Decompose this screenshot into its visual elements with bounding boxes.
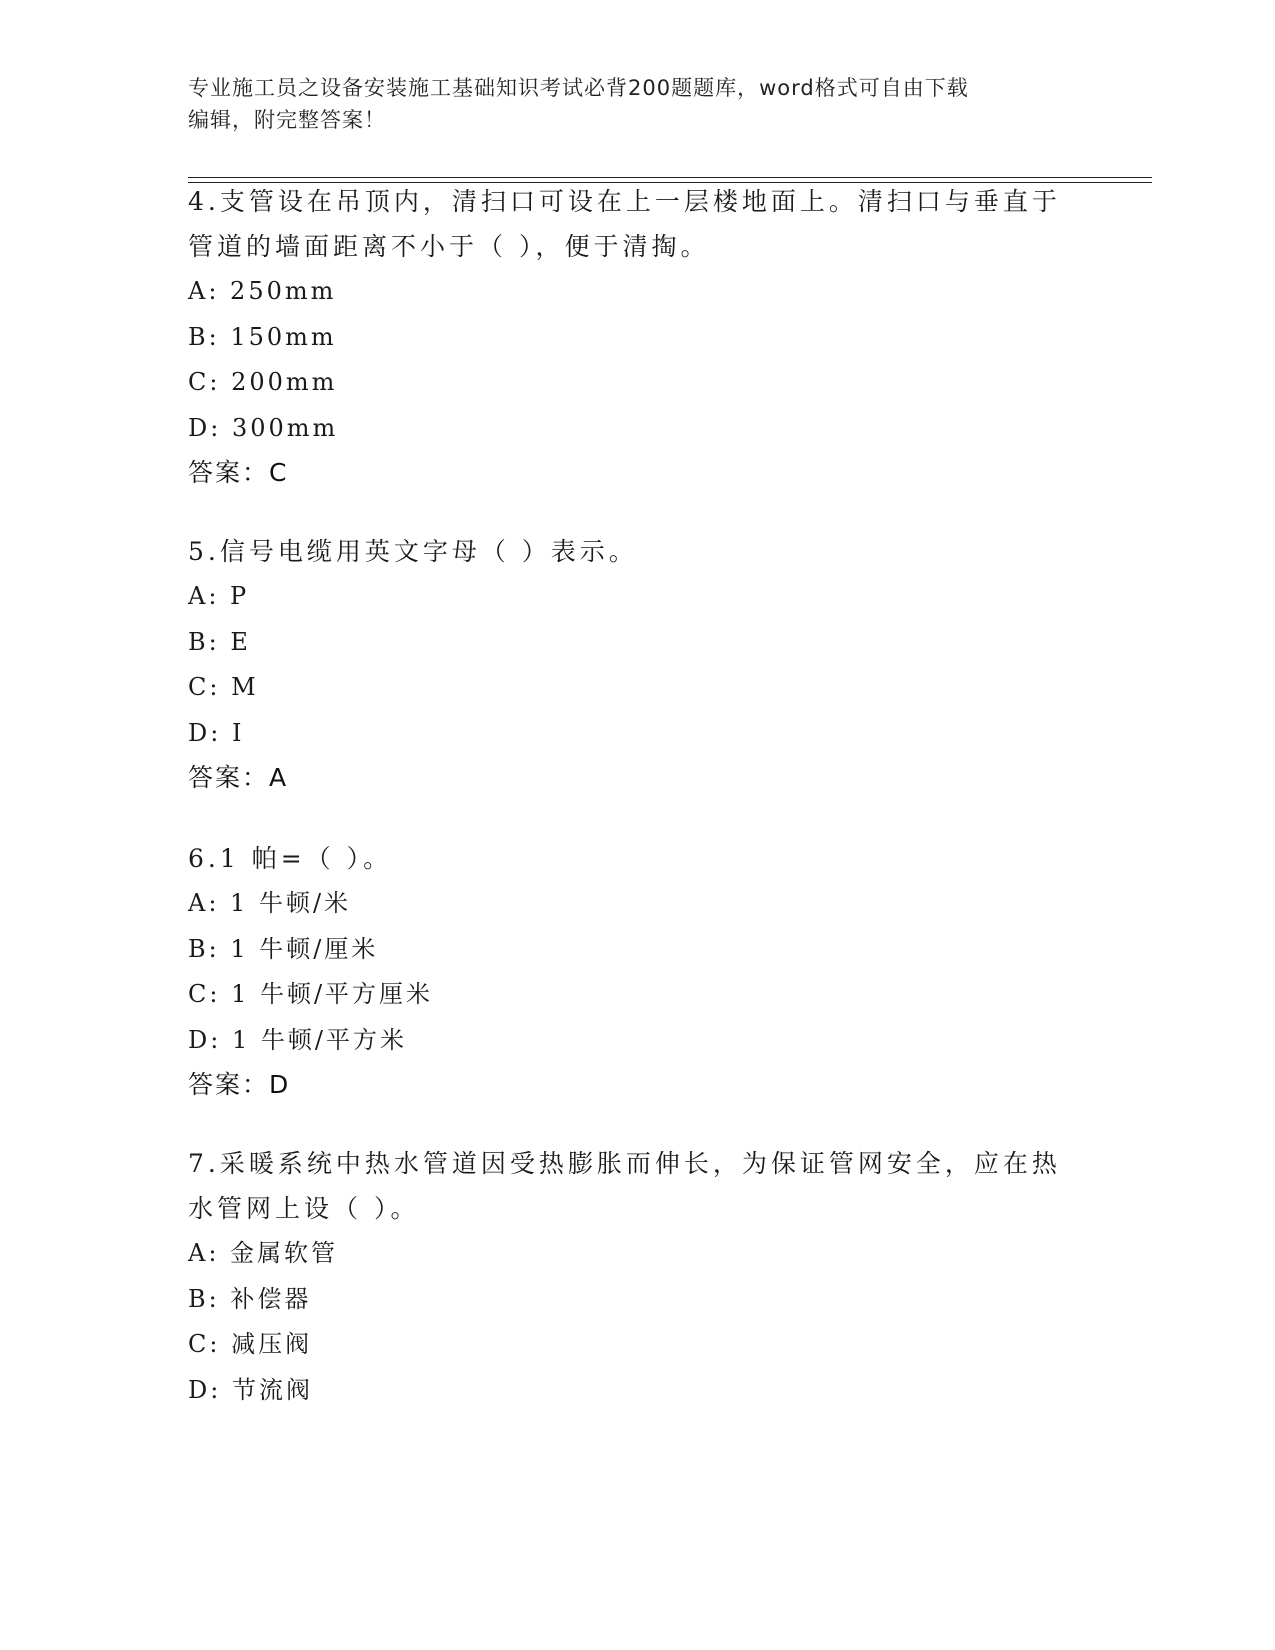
option-c: C: 减压阀 <box>188 1330 313 1358</box>
answer: 答案：D <box>188 1070 291 1099</box>
option-d: D: I <box>188 718 245 747</box>
answer: 答案：C <box>188 458 289 487</box>
option-b: B: 补偿器 <box>188 1284 312 1313</box>
option-b: B: 1 牛顿/厘米 <box>188 934 379 963</box>
option-a: A: 1 牛顿/米 <box>188 889 352 917</box>
question-stem <box>188 1141 1088 1231</box>
document-header <box>188 72 1068 136</box>
question-5 <box>188 529 1088 800</box>
question-stem <box>188 179 1088 269</box>
option-c: C: 1 牛顿/平方厘米 <box>188 980 434 1008</box>
option-b: B: 150mm <box>188 322 337 351</box>
option-c: C: M <box>188 673 259 701</box>
option-a: A: 金属软管 <box>188 1239 339 1267</box>
question-7 <box>188 1141 1088 1413</box>
question-4 <box>188 179 1088 495</box>
header-line-1: 专业施工员之设备安装施工基础知识考试必背200题题库，word格式可自由下载 <box>188 76 969 100</box>
question-6 <box>188 836 1088 1107</box>
option-d: D: 300mm <box>188 413 339 442</box>
option-a: A: 250mm <box>188 277 337 305</box>
stem-line: 6.1 帕=（ ）。 <box>188 844 393 873</box>
question-stem <box>188 529 1088 574</box>
option-b: B: E <box>188 627 251 656</box>
question-stem <box>188 836 1088 881</box>
stem-line: 7.采暖系统中热水管道因受热膨胀而伸长，为保证管网安全，应在热 <box>188 1149 1061 1178</box>
option-d: D: 节流阀 <box>188 1375 313 1404</box>
option-d: D: 1 牛顿/平方米 <box>188 1025 407 1054</box>
header-line-2: 编辑，附完整答案！ <box>188 108 386 132</box>
stem-line: 水管网上设（ ）。 <box>188 1194 420 1223</box>
stem-line: 4.支管设在吊顶内，清扫口可设在上一层楼地面上。清扫口与垂直于 <box>188 187 1061 216</box>
stem-line: 管道的墙面距离不小于（ ），便于清掏。 <box>188 232 710 261</box>
option-c: C: 200mm <box>188 368 338 396</box>
stem-line: 5.信号电缆用英文字母（ ）表示。 <box>188 537 638 566</box>
option-a: A: P <box>188 582 250 610</box>
answer: 答案：A <box>188 763 289 792</box>
